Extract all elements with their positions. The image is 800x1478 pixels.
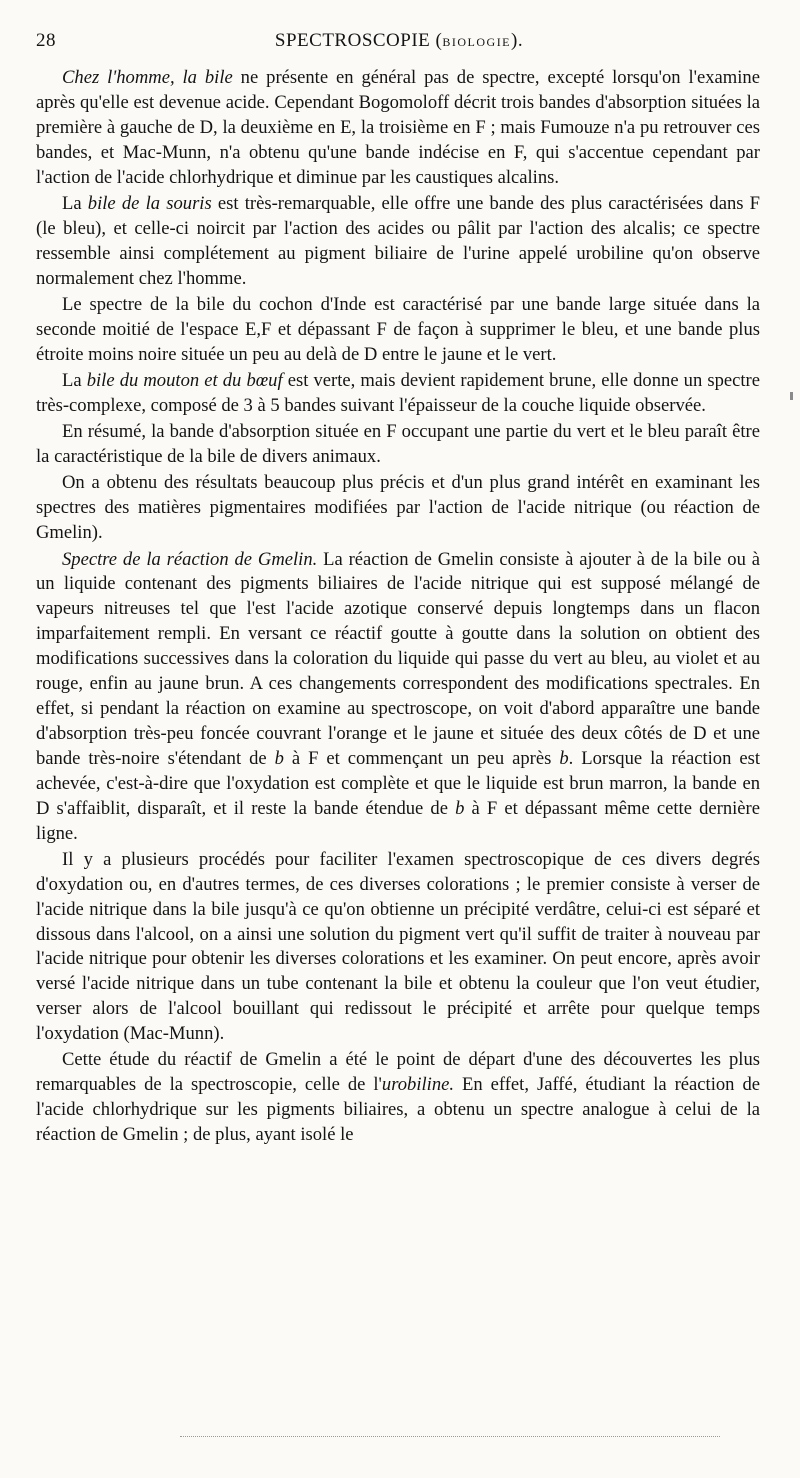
margin-mark xyxy=(790,392,793,400)
running-title-main: SPECTROSCOPIE ( xyxy=(274,30,443,51)
paragraph-text: est verte, mais devient rapidement brune, elle donne un spectre très-complexe, composé de 3 à 5 bandes suivant l'épaisseur de la couche liquide observée. xyxy=(36,370,761,416)
paragraph-nitric-acid xyxy=(36,471,760,546)
paragraph-text: En effet, Jaffé, étudiant la réaction de l'acide chlorhydrique sur les pigments biliaires, a obtenu un spectre analogue à celui de la réaction de Gmelin ; de plus, ayant isolé le xyxy=(36,1074,760,1146)
running-title-subject: BIOLOGIE xyxy=(442,35,512,49)
italic-phrase: Spectre de la réaction de Gmelin. xyxy=(62,548,318,570)
paragraph-summary xyxy=(36,420,760,470)
italic-letter: b xyxy=(274,747,284,769)
running-title-end: ). xyxy=(511,30,524,51)
italic-letter: b xyxy=(455,797,465,819)
paragraph-human-bile xyxy=(36,66,760,191)
italic-phrase: urobiline. xyxy=(381,1074,455,1096)
paragraph-gmelin-reaction xyxy=(36,548,760,847)
paragraph-text: Le spectre de la bile du cochon d'Inde est caractérisé par une bande large située dans la seconde moitié de l'espace E,F et dépassant F de façon à supprimer le bleu, et une bande plus étroite moins noire située un peu au delà de D entre le jaune et le vert. xyxy=(36,293,760,365)
paragraph-guinea-pig-bile xyxy=(36,293,760,368)
italic-phrase: bile du mouton et du bœuf xyxy=(86,370,283,392)
italic-letter: b xyxy=(559,747,569,769)
paragraph-text: La xyxy=(62,370,87,392)
body-text xyxy=(36,66,760,1149)
paragraph-mouse-bile xyxy=(36,192,760,292)
paragraph-sheep-ox-bile xyxy=(36,369,760,419)
italic-phrase: Chez l'homme, la bile xyxy=(62,67,233,88)
paragraph-text: à F et dépassant même cette dernière ligne. xyxy=(36,797,760,844)
italic-phrase: bile de la souris xyxy=(87,192,212,214)
paragraph-text: Cette étude du réactif de Gmelin a été le point de départ d'une des découvertes les plus remarquables de la spectroscopie, celle de l' xyxy=(36,1049,760,1096)
paragraph-text: On a obtenu des résultats beaucoup plus précis et d'un plus grand intérêt en examinant les spectres des matières pigmentaires modifiées par l'action de l'acide nitrique (ou réaction de Gmelin). xyxy=(36,472,760,544)
footer-dotted-rule xyxy=(180,1436,720,1437)
paragraph-text: à F et commençant un peu après xyxy=(283,747,560,769)
paragraph-procedures xyxy=(36,848,760,1047)
page-header xyxy=(36,30,762,58)
paragraph-text: est très-remarquable, elle offre une bande des plus caractérisées dans F (le bleu), et celle-ci noircit par l'action des acides ou pâlit par l'action des alcalis; ce spectre ressemble ainsi complétement au pigment biliaire de l'urine appelé urobiline qu'on observe normalement chez l'homme. xyxy=(36,192,761,289)
paragraph-text: En résumé, la bande d'absorption située en F occupant une partie du vert et le bleu paraît être la caractéristique de la bile de divers animaux. xyxy=(36,421,760,468)
page-number: 28 xyxy=(36,30,56,51)
paragraph-text: La xyxy=(62,192,88,214)
paragraph-urobiline xyxy=(36,1048,760,1148)
paragraph-text: La réaction de Gmelin consiste à ajouter à de la bile ou à un liquide contenant des pigments biliaires de l'acide nitrique qui est supposé mélangé de vapeurs nitreuses tel que l'est l'acide azotique conservé depuis longtemps dans un flacon imparfaitement rempli. En versant ce réactif goutte à goutte dans la solution on obtient des modifications successives dans la coloration du liquide qui passe du vert au bleu, au violet et au rouge, enfin au jaune brun. A ces changements correspondent des modifications spectrales. En effet, si pendant la réaction on examine au spectroscope, on voit d'abord apparaître une bande d'absorption très-peu foncée couvrant l'orange et le jaune et située des deux côtés de D et une bande très-noire s'étendant de xyxy=(36,548,761,769)
paragraph-text: . Lorsque la réaction est achevée, c'est-à-dire que l'oxydation est complète et que le liquide est brun marron, la bande en D s'affaiblit, disparaît, et il reste la bande étendue de xyxy=(36,747,760,819)
paragraph-text: Il y a plusieurs procédés pour faciliter l'examen spectroscopique de ces divers degrés d'oxydation ou, en d'autres termes, de ces diverses colorations ; le premier consiste à verser de l'acide nitrique dans la bile jusqu'à ce qu'on obtienne un précipité verdâtre, celui-ci est séparé et dissous dans l'alcool, on a ainsi une solution du pigment vert qu'il suffit de traiter à nouveau par l'acide nitrique pour obtenir les diverses colorations et les examiner. On peut encore, après avoir versé l'acide nitrique dans un tube contenant la bile et obtenu la couleur que l'on veut étudier, verser alors de l'alcool bouillant qui redissout le précipité et arrête pour quelque temps l'oxydation (Mac-Munn). xyxy=(36,848,760,1045)
running-title xyxy=(36,30,762,52)
paragraph-text: ne présente en général pas de spectre, excepté lorsqu'on l'examine après qu'elle est devenue acide. Cependant Bogomoloff décrit trois bandes d'absorption situées la première à gauche de D, la deuxième en E, la troisième en F ; mais Fumouze n'a pu retrouver ces bandes, et Mac-Munn, n'a obtenu qu'une bande indécise en F, qui s'accentue cependant par l'action de l'acide chlorhydrique et diminue par les caustiques alcalins. xyxy=(36,67,760,188)
